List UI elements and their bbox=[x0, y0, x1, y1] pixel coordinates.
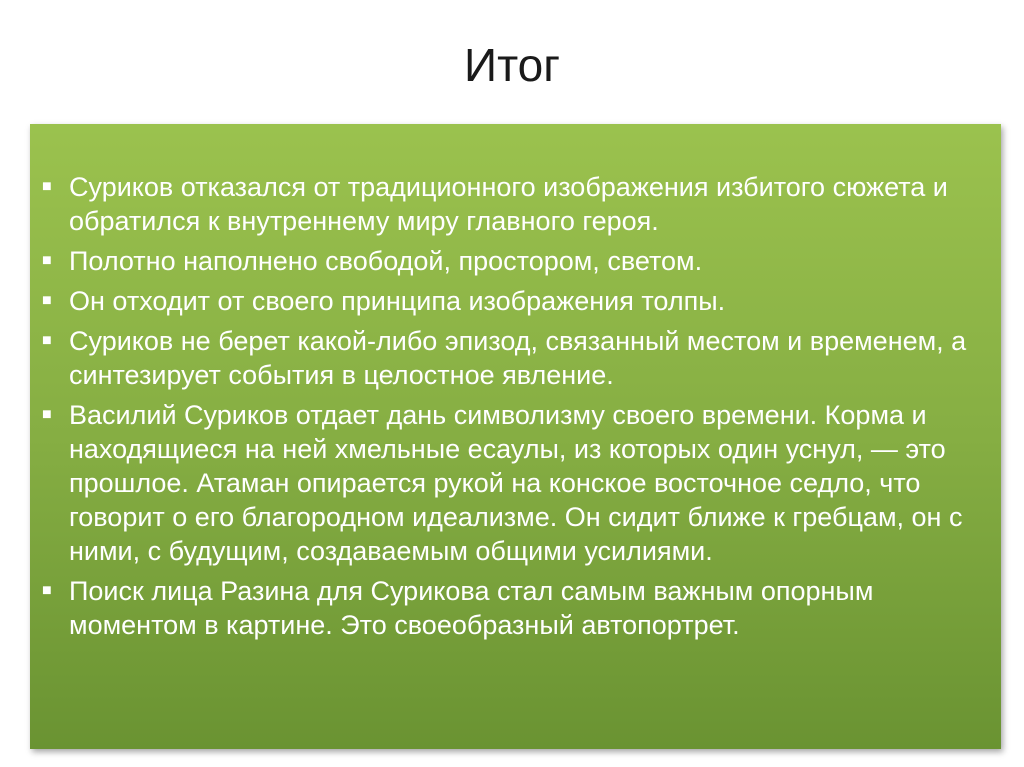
bullet-item bbox=[42, 398, 979, 568]
square-bullet-icon: ■ bbox=[42, 332, 52, 349]
square-bullet-icon: ■ bbox=[42, 406, 52, 423]
bullet-text: Суриков отказался от традиционного изображения избитого сюжета и обратился к внутреннему миру главного героя. bbox=[69, 172, 948, 236]
bullet-item bbox=[42, 574, 979, 642]
square-bullet-icon: ■ bbox=[42, 252, 52, 269]
bullet-text: Поиск лица Разина для Сурикова стал самым важным опорным моментом в картине. Это своеобразный автопортрет. bbox=[69, 576, 874, 640]
bullet-text: Полотно наполнено свободой, простором, светом. bbox=[69, 246, 703, 276]
bullet-item bbox=[42, 284, 979, 318]
bullet-item bbox=[42, 244, 979, 278]
bullet-item bbox=[42, 324, 979, 392]
content-box bbox=[30, 124, 1001, 749]
bullet-list bbox=[42, 170, 979, 642]
square-bullet-icon: ■ bbox=[42, 582, 52, 599]
bullet-text: Он отходит от своего принципа изображения толпы. bbox=[69, 286, 726, 316]
bullet-text: Василий Суриков отдает дань символизму своего времени. Корма и находящиеся на ней хмельные есаулы, из которых один уснул, — это прошлое. Атаман опирается рукой на конское восточное седло, что говорит о его благородном идеализме. Он сидит ближе к гребцам, он с ними, с будущим, создаваемым общими усилиями. bbox=[69, 400, 963, 566]
square-bullet-icon: ■ bbox=[42, 178, 52, 195]
bullet-item bbox=[42, 170, 979, 238]
bullet-text: Суриков не берет какой-либо эпизод, связанный местом и временем, а синтезирует события в целостное явление. bbox=[69, 326, 967, 390]
square-bullet-icon: ■ bbox=[42, 292, 52, 309]
slide-title: Итог bbox=[464, 39, 560, 91]
